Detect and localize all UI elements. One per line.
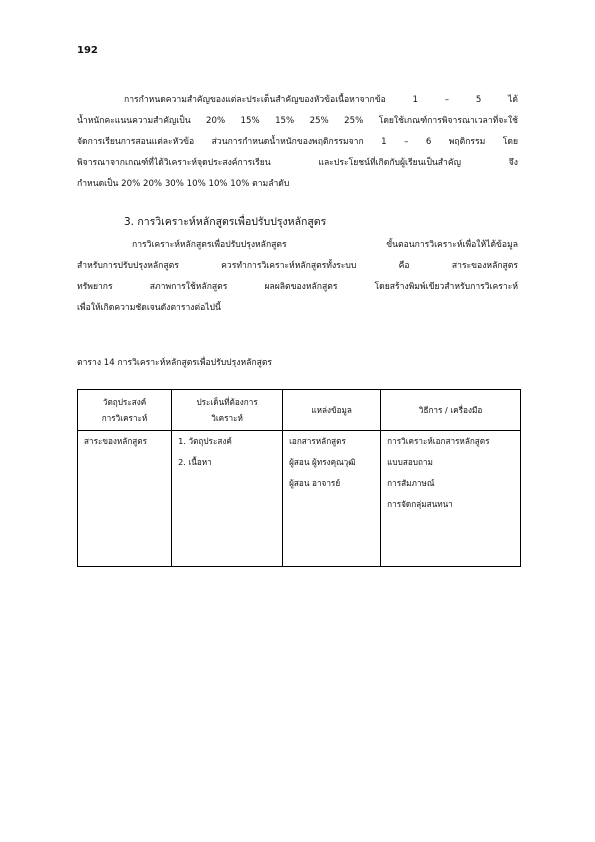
cell-text: 2. เนื้อหา — [178, 457, 212, 467]
paragraph-line: น้ำหนักคะแนนความสำคัญเป็น 20% 15% 15% 25% 25% โดยใช้เกณฑ์การพิจารณาเวลาที่จะใช้ — [77, 116, 518, 126]
header-text: วิธีการ / เครื่องมือ — [418, 405, 483, 415]
header-text: การวิเคราะห์ — [101, 413, 148, 423]
paragraph-line: พิจารณาจากเกณฑ์ที่ได้วิเคราะห์จุดประสงค์การเรียน และประโยชน์ที่เกิดกับผู้เรียนเป็นสำคัญ จึง — [77, 158, 518, 168]
paragraph-line: จัดการเรียนการสอนแต่ละหัวข้อ ส่วนการกำหนดน้ำหนักของพฤติกรรมจาก 1 – 6 พฤติกรรม โดย — [77, 137, 518, 147]
cell-methods — [381, 431, 521, 567]
paragraph-line: ทรัพยากร สภาพการใช้หลักสูตร ผลผลิตของหลักสูตร โดยสร้างพิมพ์เขียวสำหรับการวิเคราะห์ — [77, 282, 518, 292]
paragraph-line: กำหนดเป็น 20% 20% 30% 10% 10% 10% ตามลำดับ — [77, 179, 290, 189]
cell-text: ผู้สอน อาจารย์ — [289, 478, 341, 488]
cell-text: การวิเคราะห์เอกสารหลักสูตร — [387, 436, 490, 446]
header-methods — [381, 390, 521, 431]
header-text: วัตถุประสงค์ — [102, 397, 147, 407]
cell-objective — [78, 431, 172, 567]
table-header-row — [78, 390, 521, 431]
cell-text: 1. วัตถุประสงค์ — [178, 436, 232, 446]
page-number: 192 — [77, 45, 98, 56]
cell-text: การจัดกลุ่มสนทนา — [387, 499, 453, 509]
cell-text: แบบสอบถาม — [387, 457, 433, 467]
paragraph-weighting — [77, 90, 518, 195]
header-issues — [172, 390, 283, 431]
header-objective — [78, 390, 172, 431]
paragraph-curriculum-analysis — [77, 235, 518, 319]
header-text: วิเคราะห์ — [211, 413, 243, 423]
cell-text: ผู้สอน ผู้ทรงคุณวุฒิ — [289, 457, 356, 467]
header-text: แหล่งข้อมูล — [311, 405, 352, 415]
cell-text: สาระของหลักสูตร — [84, 436, 147, 446]
table-caption: ตาราง 14 การวิเคราะห์หลักสูตรเพื่อปรับปรุงหลักสูตร — [77, 358, 273, 368]
paragraph-line: เพื่อให้เกิดความชัดเจนดังตารางต่อไปนี้ — [77, 303, 221, 313]
paragraph-line: การกำหนดความสำคัญของแต่ละประเด็นสำคัญของหัวข้อเนื้อหาจากข้อ 1 – 5 ได้ — [124, 95, 518, 105]
cell-text: เอกสารหลักสูตร — [289, 436, 346, 446]
section-heading: 3. การวิเคราะห์หลักสูตรเพื่อปรับปรุงหลักสูตร — [124, 216, 327, 228]
table-row — [78, 431, 521, 567]
cell-sources — [283, 431, 381, 567]
paragraph-line: สำหรับการปรับปรุงหลักสูตร ควรทำการวิเคราะห์หลักสูตรทั้งระบบ คือ สาระของหลักสูตร — [77, 261, 518, 271]
paragraph-line: การวิเคราะห์หลักสูตรเพื่อปรับปรุงหลักสูตร ขั้นตอนการวิเคราะห์เพื่อให้ได้ข้อมูล — [132, 240, 518, 250]
curriculum-analysis-table — [77, 389, 521, 567]
cell-text: การสัมภาษณ์ — [387, 478, 435, 488]
header-sources — [283, 390, 381, 431]
cell-issues — [172, 431, 283, 567]
header-text: ประเด็นที่ต้องการ — [196, 397, 258, 407]
